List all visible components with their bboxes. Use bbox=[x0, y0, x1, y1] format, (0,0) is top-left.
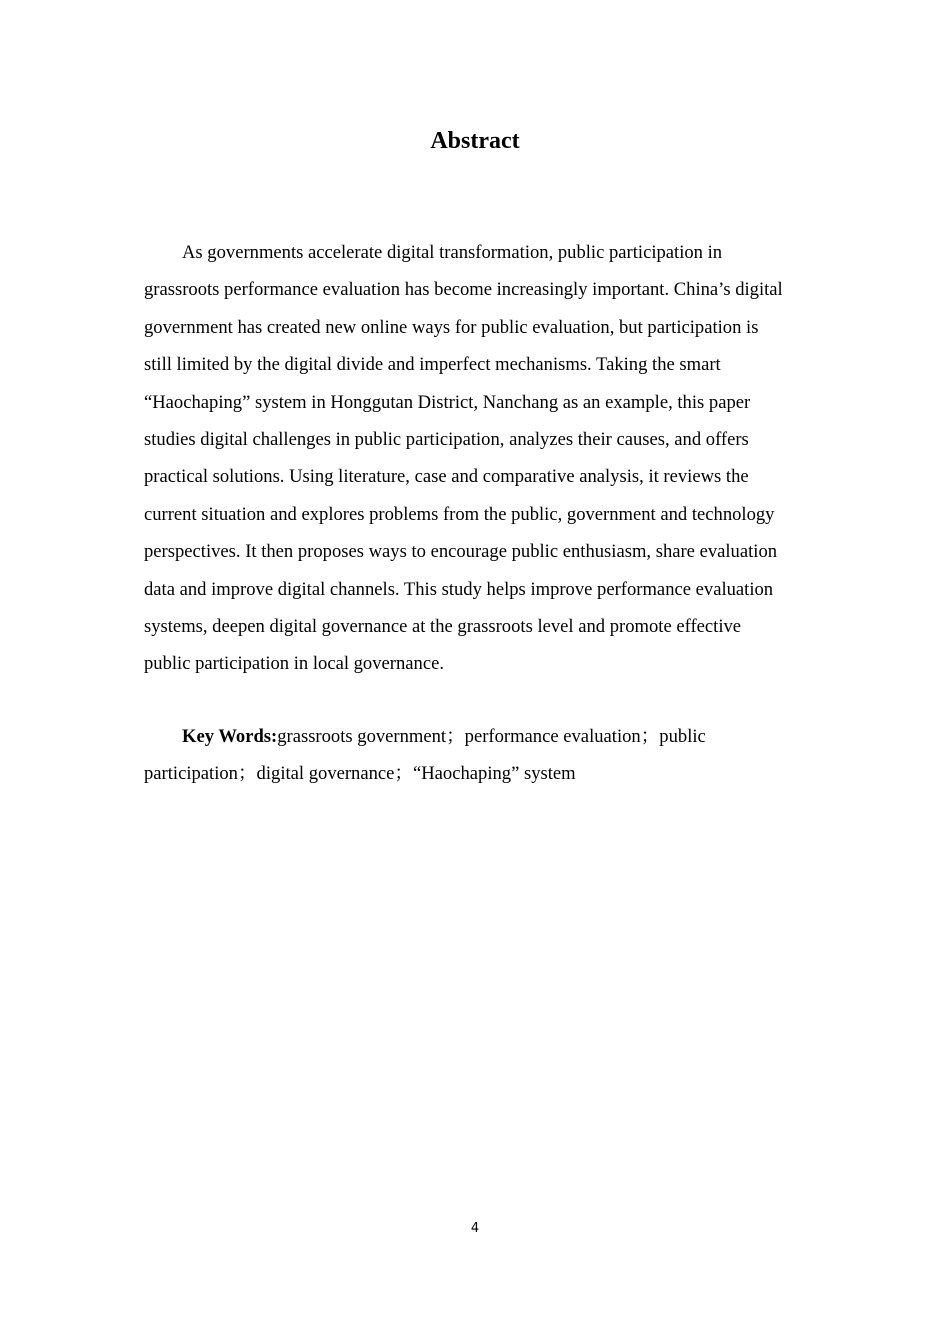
abstract-line: studies digital challenges in public participation, analyzes their causes, and offers bbox=[144, 429, 749, 451]
keywords-section bbox=[144, 718, 809, 793]
abstract-line: public participation in local governance. bbox=[144, 653, 444, 675]
abstract-line: government has created new online ways for public evaluation, but participation is bbox=[144, 316, 759, 338]
abstract-line: still limited by the digital divide and imperfect mechanisms. Taking the smart bbox=[144, 354, 721, 376]
abstract-line: As governments accelerate digital transformation, public participation in bbox=[182, 242, 723, 263]
page-title: Abstract bbox=[430, 128, 520, 154]
abstract-paragraph bbox=[144, 234, 809, 683]
abstract-line: systems, deepen digital governance at the grassroots level and promote effective bbox=[144, 616, 742, 638]
keywords-line-1 bbox=[144, 718, 809, 755]
page-number: 4 bbox=[470, 1221, 480, 1236]
abstract-line: data and improve digital channels. This study helps improve performance evaluation bbox=[144, 578, 774, 600]
keywords-line-2: participation；digital governance；“Haochaping” system bbox=[144, 763, 576, 785]
keywords-label: Key Words: bbox=[182, 726, 278, 747]
abstract-line: practical solutions. Using literature, case and comparative analysis, it reviews the bbox=[144, 466, 749, 488]
abstract-line: perspectives. It then proposes ways to encourage public enthusiasm, share evaluation bbox=[144, 541, 778, 563]
abstract-line: current situation and explores problems from the public, government and technology bbox=[144, 503, 775, 525]
abstract-line: grassroots performance evaluation has become increasingly important. China’s digital bbox=[144, 279, 783, 301]
keywords-text: grassroots government；performance evaluation；public bbox=[277, 726, 706, 747]
abstract-line: “Haochaping” system in Honggutan District, Nanchang as an example, this paper bbox=[144, 391, 751, 413]
